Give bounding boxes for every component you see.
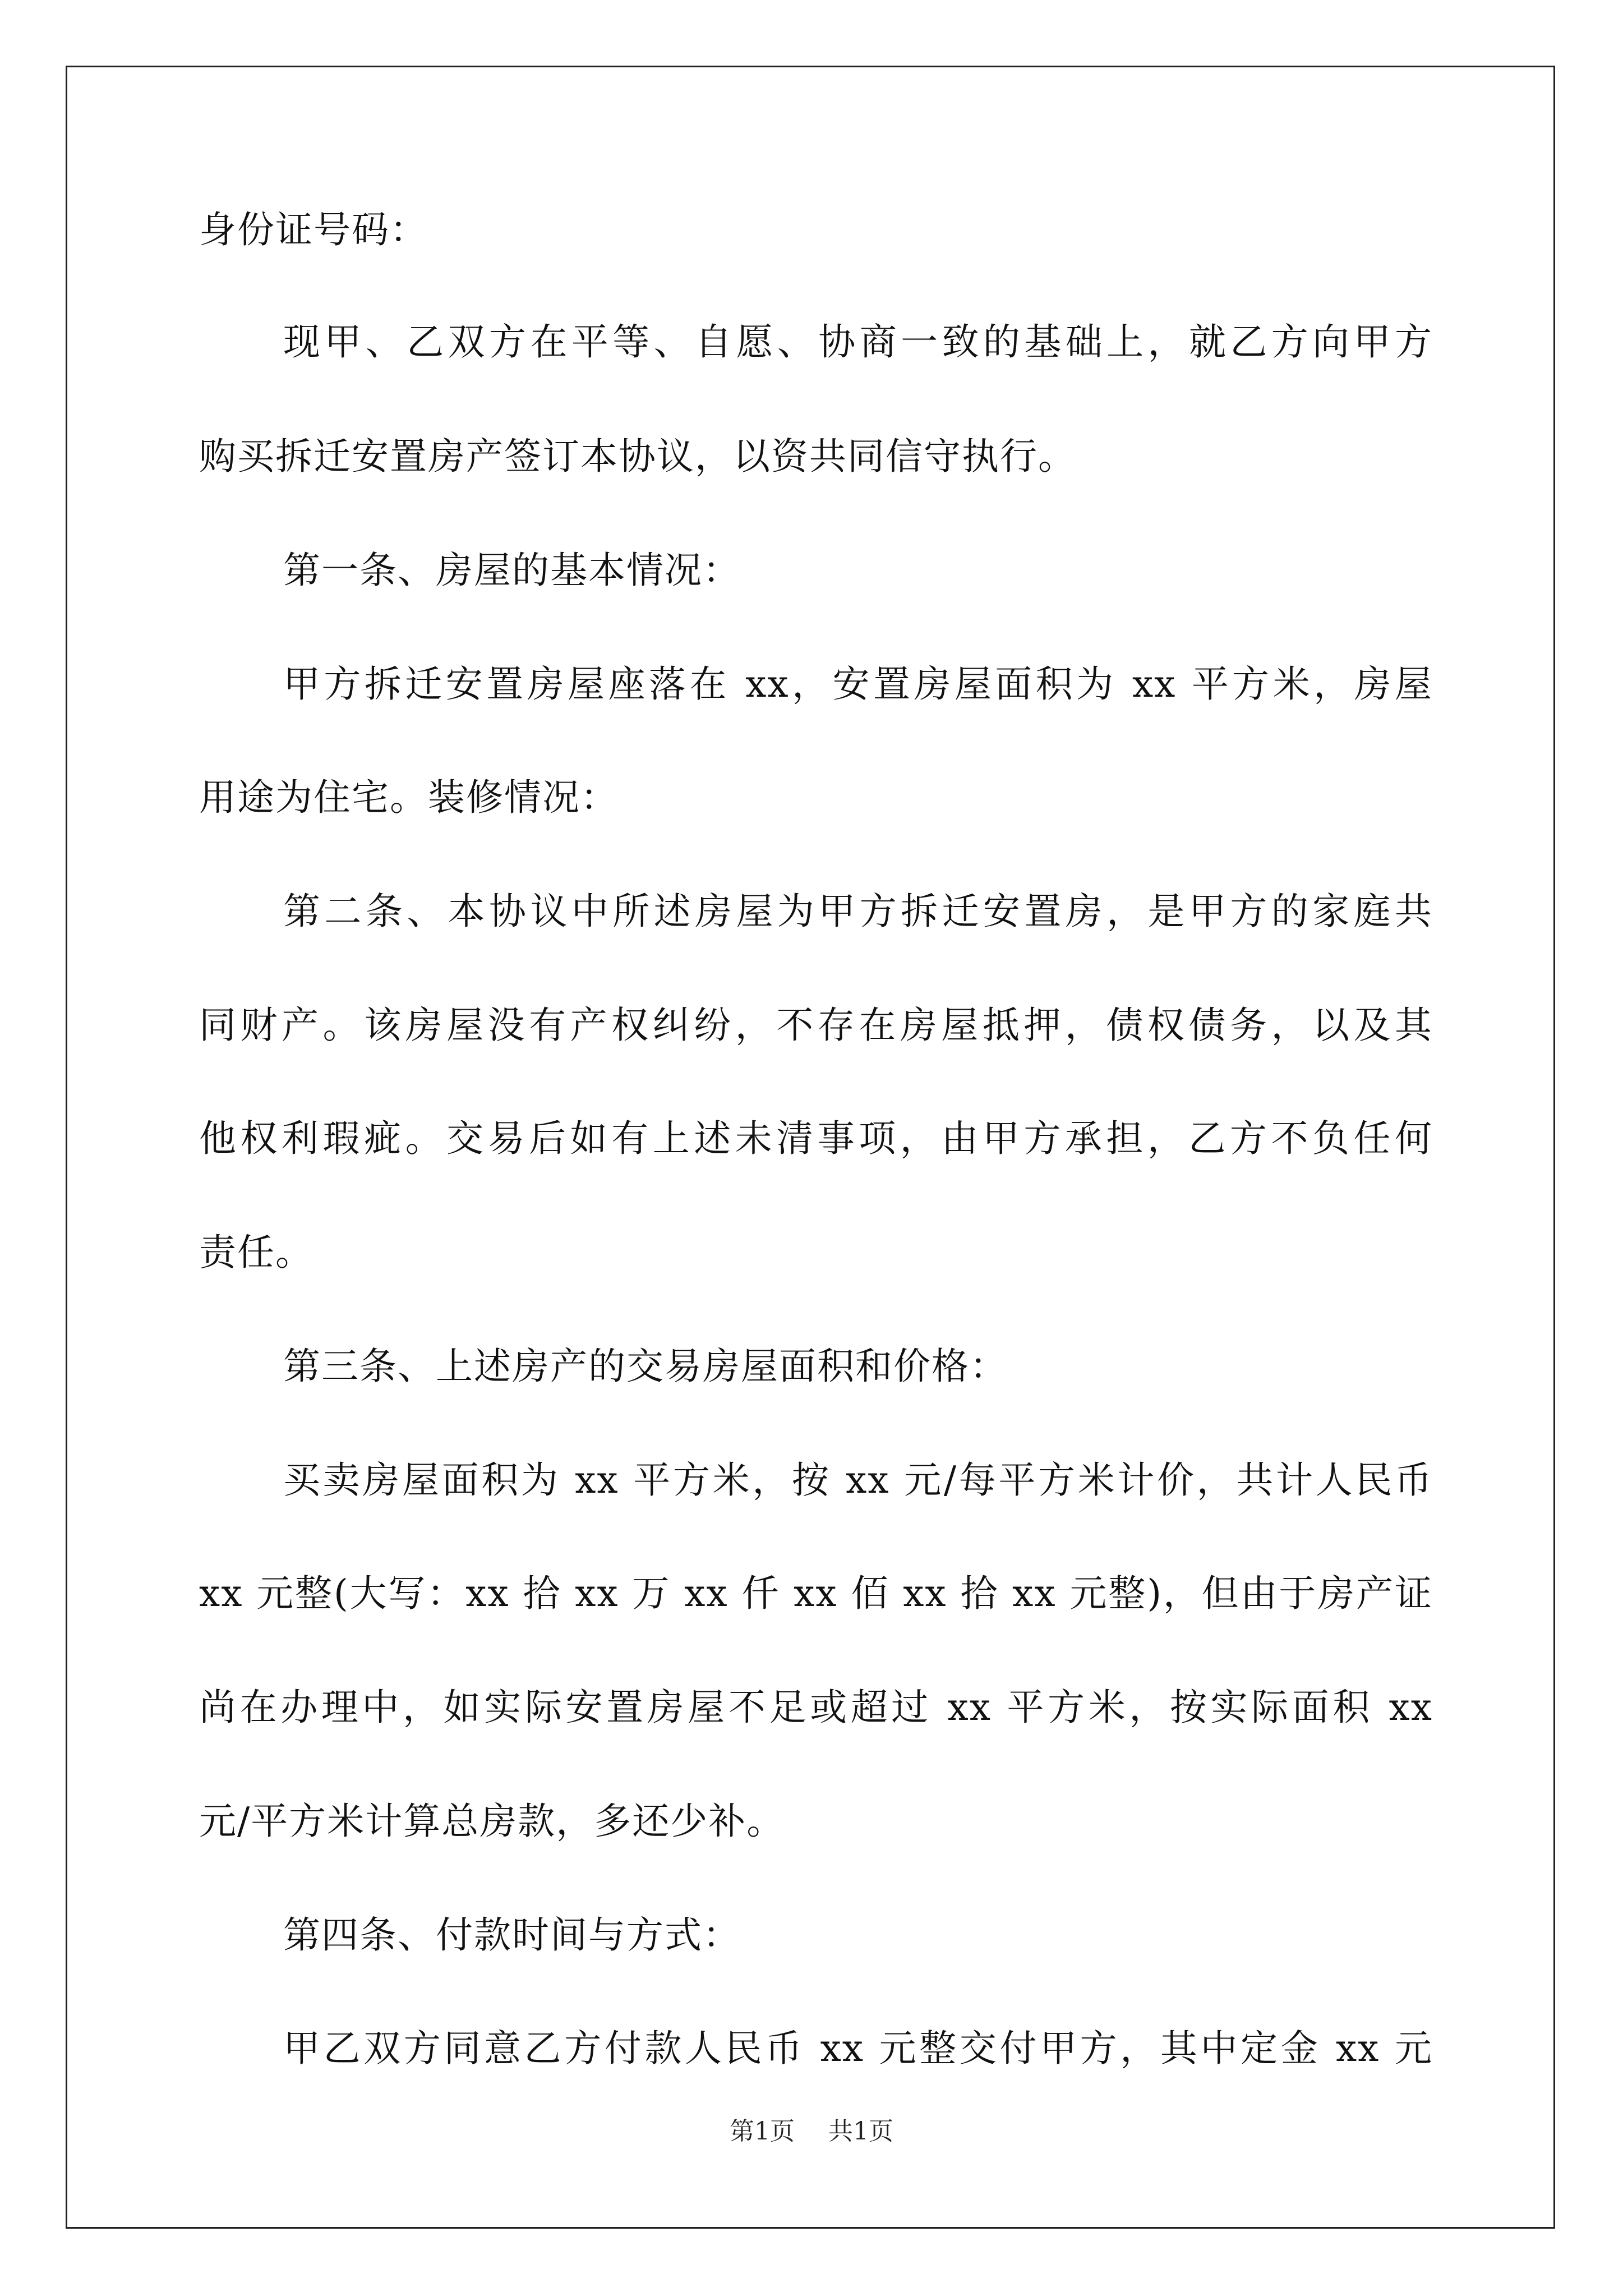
text-line: 身份证号码： — [199, 208, 428, 251]
section-heading: 第一条、房屋的基本情况： — [283, 549, 741, 592]
text-line: 用途为住宅。装修情况： — [199, 776, 619, 819]
text-line: 责任。 — [199, 1231, 313, 1274]
page-number: 第1页 — [730, 2117, 795, 2146]
text-line: 他权利瑕疵。交易后如有上述未清事项，由甲方承担，乙方不负任何 — [199, 1117, 1433, 1160]
text-line: 同财产。该房屋没有产权纠纷，不存在房屋抵押，债权债务，以及其 — [199, 1004, 1433, 1047]
text-line: 元/平方米计算总房款，多还少补。 — [199, 1800, 785, 1843]
section-heading: 第三条、上述房产的交易房屋面积和价格： — [283, 1345, 1008, 1388]
text-line: 甲方拆迁安置房屋座落在 xx，安置房屋面积为 xx 平方米，房屋 — [283, 662, 1433, 706]
page-total: 共1页 — [828, 2117, 893, 2146]
text-line: xx 元整(大写：xx 拾 xx 万 xx 仟 xx 佰 xx 拾 xx 元整)，但由于房产证 — [199, 1572, 1433, 1615]
text-line: 第二条、本协议中所述房屋为甲方拆迁安置房，是甲方的家庭共 — [283, 890, 1433, 933]
text-line: 买卖房屋面积为 xx 平方米，按 xx 元/每平方米计价，共计人民币 — [283, 1458, 1433, 1502]
page-footer — [0, 2115, 1623, 2148]
text-line: 尚在办理中，如实际安置房屋不足或超过 xx 平方米，按实际面积 xx — [199, 1686, 1433, 1729]
text-line: 现甲、乙双方在平等、自愿、协商一致的基础上，就乙方向甲方 — [283, 320, 1433, 364]
text-line: 购买拆迁安置房产签订本协议，以资共同信守执行。 — [199, 435, 1076, 478]
section-heading: 第四条、付款时间与方式： — [283, 1913, 741, 1957]
text-line: 甲乙双方同意乙方付款人民币 xx 元整交付甲方，其中定金 xx 元 — [283, 2027, 1433, 2070]
